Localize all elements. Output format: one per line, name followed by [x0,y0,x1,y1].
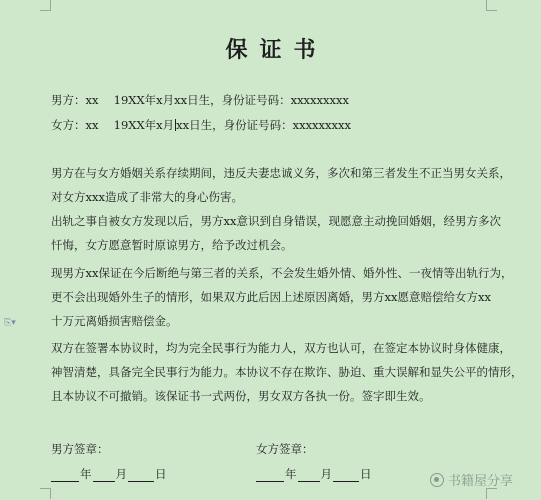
paragraph-line: 更不会出现婚外生子的情形，如果双方此后因上述原因离婚，男方xx愿意赔偿给女方xx [51,290,491,304]
year-blank[interactable] [51,469,79,482]
document-title: 保证书 [225,37,328,63]
man-signature-label: 男方签章： [51,442,109,456]
circle-logo-icon [430,473,444,487]
paragraph-line: 男方在与女方婚姻关系存续期间，违反夫妻忠诚义务，多次和第三者发生不正当男女关系， [51,166,511,180]
margin-corner-bottom-left [40,488,51,499]
day-blank[interactable] [128,469,154,482]
margin-corner-top-right [486,0,497,11]
paragraph-line: 对女方xxx造成了非常大的身心伤害。 [51,190,243,204]
margin-corner-top-left [40,0,51,11]
paste-options-icon[interactable]: ⎘▾ [4,318,16,328]
woman-info-line[interactable] [51,117,351,133]
day-blank[interactable] [333,469,359,482]
paragraph-line: 忏悔，女方愿意暂时原谅男方，给予改过机会。 [51,238,293,252]
woman-signature-label: 女方签章： [256,442,314,456]
paragraph-2[interactable] [51,209,501,257]
man-date-row[interactable] [51,466,168,482]
day-label: 日 [155,467,167,481]
paragraph-4[interactable] [51,336,523,408]
day-label: 日 [360,467,372,481]
watermark-text: 书籍屋分享 [448,474,514,489]
watermark [430,470,513,489]
paragraph-line: 双方在签署本协议时，均为完全民事行为能力人，双方也认可，在签定本协议时身体健康， [51,341,511,355]
paragraph-line: 现男方xx保证在今后断绝与第三者的关系，不会发生婚外情、婚外性、一夜情等出轨行为， [51,266,513,280]
paragraph-line: 十万元离婚损害赔偿金。 [51,314,178,328]
month-blank[interactable] [298,469,320,482]
month-blank[interactable] [93,469,115,482]
woman-info-part-a: 女方：xx 19XX年x月 [51,118,175,132]
year-label: 年 [285,467,297,481]
paragraph-line: 且本协议不可撤销。该保证书一式两份，男女双方各执一份。签字即生效。 [51,389,431,403]
paragraph-line: 神智清楚，具备完全民事行为能力。本协议不存在欺诈、胁迫、重大误解和显失公平的情形， [51,365,523,379]
year-blank[interactable] [256,469,284,482]
month-label: 月 [320,467,332,481]
month-label: 月 [115,467,127,481]
paragraph-3[interactable] [51,261,513,333]
year-label: 年 [80,467,92,481]
paragraph-line: 出轨之事自被女方发现以后，男方xx意识到自身错误，现愿意主动挽回婚姻，经男方多次 [51,214,501,228]
woman-date-row[interactable] [256,466,373,482]
margin-corner-bottom-right [486,488,497,499]
man-info-line[interactable]: 男方：xx 19XX年x月xx日生，身份证号码：xxxxxxxxx [51,93,349,107]
paragraph-1[interactable] [51,161,511,209]
woman-info-part-b: xx日生，身份证号码：xxxxxxxxx [176,118,351,132]
